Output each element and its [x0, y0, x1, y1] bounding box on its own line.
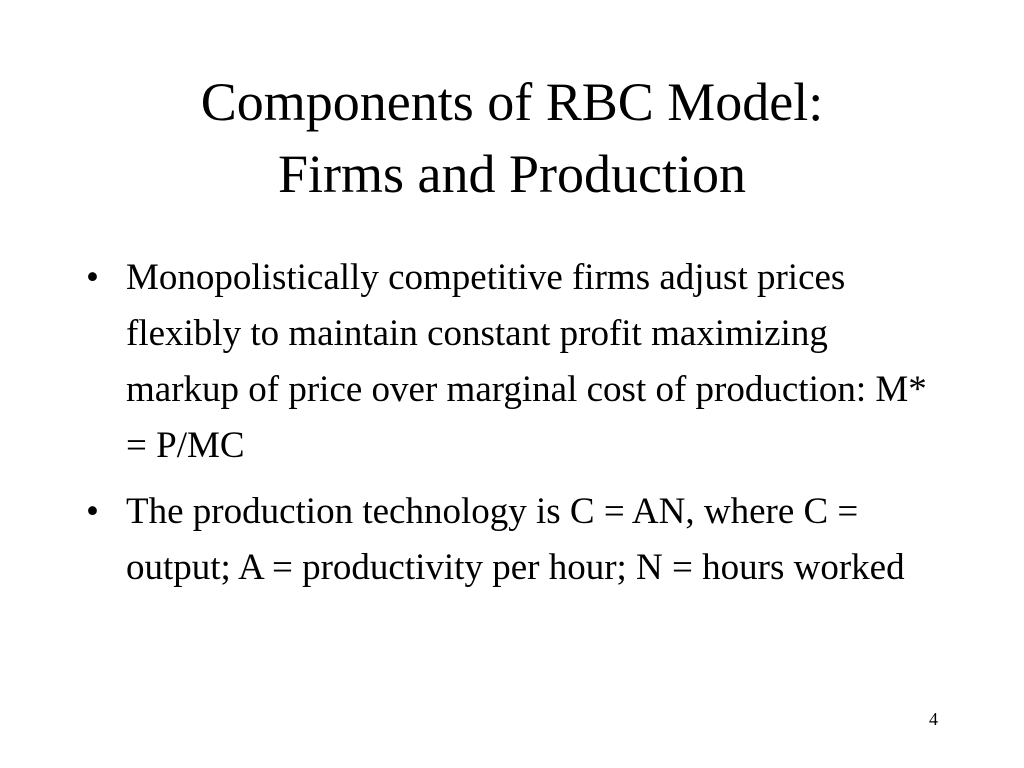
slide-number: 4: [929, 709, 938, 729]
slide-title-line-2: Firms and Production: [278, 144, 746, 204]
bullet-item-markup: [86, 250, 936, 474]
bullet-text: Monopolistically competitive firms adjust prices flexibly to maintain constant profit maximizing markup of price over marginal cost of production: M* = P/MC: [126, 257, 927, 466]
slide-title: [0, 66, 1024, 210]
bullet-text: The production technology is C = AN, where C = output; A = productivity per hour; N = hours worked: [126, 491, 905, 588]
bullet-marker: •: [86, 491, 99, 532]
bullet-marker: •: [86, 257, 99, 298]
bullet-item-production: [86, 484, 936, 596]
bullet-list: [86, 250, 936, 606]
slide-title-line-1: Components of RBC Model:: [200, 72, 824, 132]
